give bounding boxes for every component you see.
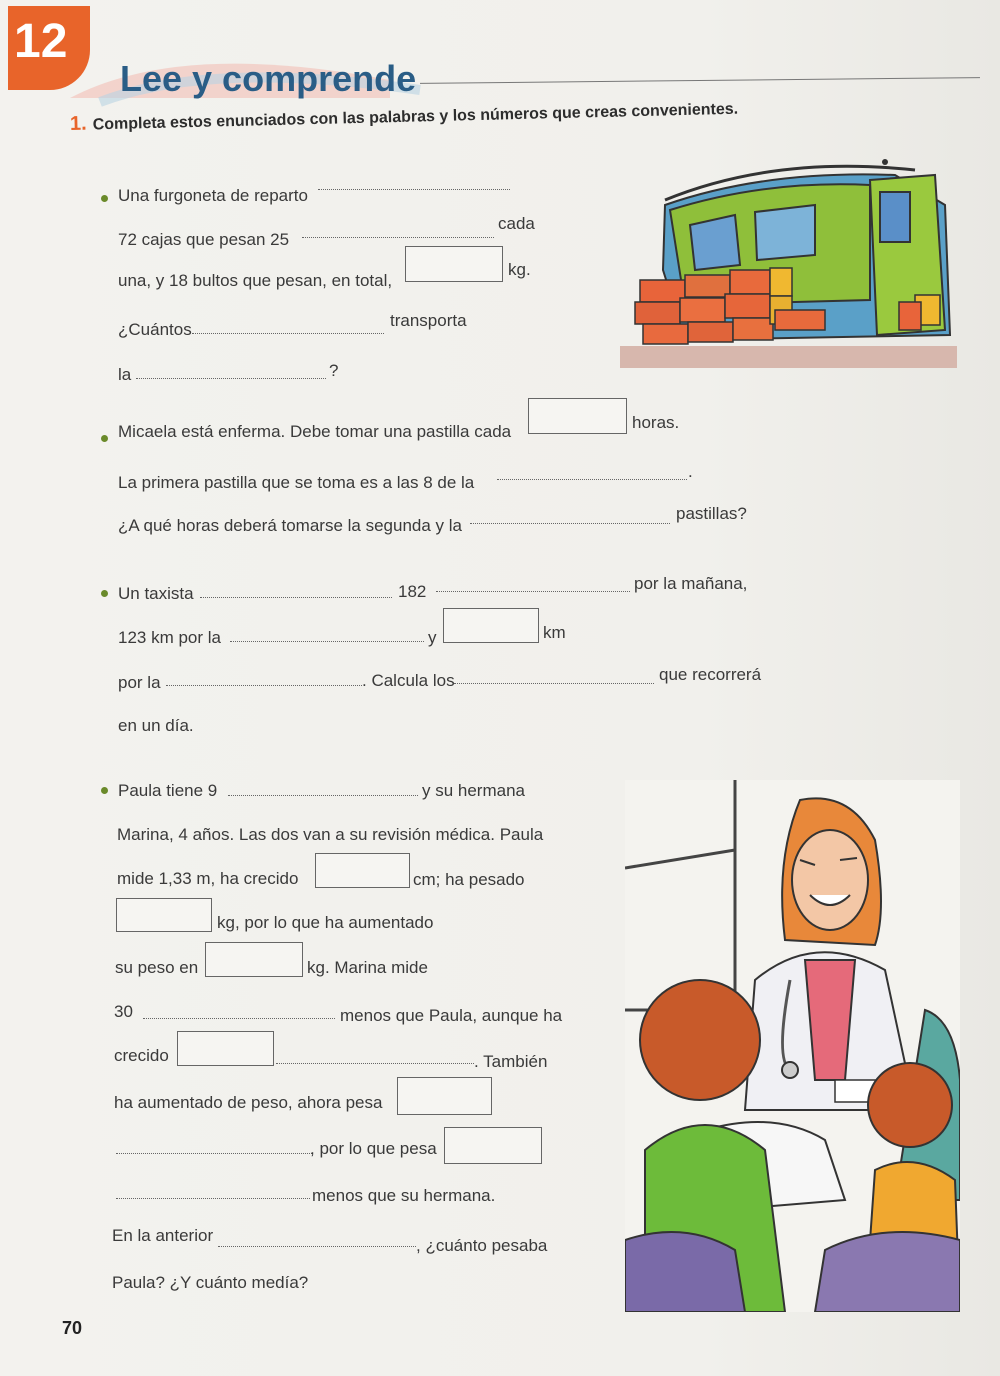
delivery-van-illustration	[615, 150, 960, 372]
problem3-line4: en un día.	[118, 716, 194, 735]
answer-box[interactable]	[315, 853, 410, 888]
answer-box[interactable]	[405, 246, 503, 282]
problem4-line12: Paula? ¿Y cuánto medía?	[112, 1273, 309, 1292]
problem2-line3a: ¿A qué horas deberá tomarse la segunda y la	[118, 516, 462, 535]
problem3-line3c: que recorrerá	[659, 665, 762, 684]
answer-blank[interactable]	[318, 188, 510, 190]
problem4-line3b: cm; ha pesado	[413, 870, 525, 889]
problem3-line3b: . Calcula los	[362, 671, 455, 690]
problem4-line10: menos que su hermana.	[312, 1186, 496, 1205]
problem2-line2a: La primera pastilla que se toma es a las 8 de la	[118, 473, 475, 492]
problem4-line7a: crecido	[114, 1046, 169, 1065]
problem3-line1a: Un taxista	[118, 584, 194, 603]
answer-blank[interactable]	[116, 1152, 312, 1154]
bullet	[101, 787, 108, 794]
problem1-line5b: ?	[329, 361, 339, 380]
problem4-line7b: . También	[474, 1052, 548, 1071]
answer-box[interactable]	[397, 1077, 492, 1115]
problem2-line2b: .	[688, 462, 693, 481]
section-title: Lee y comprende	[120, 58, 417, 99]
doctor-visit-illustration	[625, 780, 960, 1312]
problem4-line2: Marina, 4 años. Las dos van a su revisión médica. Paula	[117, 825, 544, 844]
answer-box[interactable]	[443, 608, 539, 643]
instruction-text: Completa estos enunciados con las palabras y los números que creas convenientes.	[92, 100, 739, 134]
bullet	[101, 435, 108, 442]
answer-blank[interactable]	[470, 522, 670, 524]
problem3-line3a: por la	[118, 673, 161, 692]
answer-blank[interactable]	[166, 684, 362, 686]
problem4-line1b: y su hermana	[422, 781, 525, 800]
problem4-line3a: mide 1,33 m, ha crecido	[117, 869, 299, 888]
answer-box[interactable]	[444, 1127, 542, 1164]
problem3-line1c: por la mañana,	[634, 574, 748, 593]
answer-blank[interactable]	[136, 377, 326, 379]
problem3-line2b: y	[428, 628, 437, 647]
problem3-line2c: km	[543, 623, 566, 642]
exercise-number: 1.	[69, 112, 87, 135]
problem4-line11a: En la anterior	[112, 1226, 214, 1245]
problem4-line11b: , ¿cuánto pesaba	[416, 1236, 548, 1255]
answer-blank[interactable]	[454, 682, 654, 684]
answer-box[interactable]	[177, 1031, 274, 1066]
answer-blank[interactable]	[192, 332, 384, 334]
problem1-line3b: kg.	[508, 260, 531, 279]
answer-box[interactable]	[528, 398, 627, 434]
problem3-line1b: 182	[398, 582, 427, 601]
answer-blank[interactable]	[497, 478, 687, 480]
problem4-line9: , por lo que pesa	[310, 1139, 437, 1158]
answer-box[interactable]	[116, 898, 212, 932]
answer-blank[interactable]	[436, 590, 630, 592]
problem4-line1a: Paula tiene 9	[118, 781, 218, 800]
problem1-line4b: transporta	[390, 311, 467, 330]
problem1-line4a: ¿Cuántos	[118, 320, 192, 339]
answer-blank[interactable]	[230, 640, 424, 642]
bullet	[101, 195, 108, 202]
unit-number: 12	[14, 15, 68, 68]
problem1-line5a: la	[118, 365, 132, 384]
answer-blank[interactable]	[116, 1197, 310, 1199]
problem2-line1b: horas.	[632, 413, 680, 432]
answer-box[interactable]	[205, 942, 303, 977]
problem1-line2b: cada	[498, 214, 535, 233]
answer-blank[interactable]	[228, 794, 418, 796]
problem4-line4: kg, por lo que ha aumentado	[217, 913, 434, 932]
problem2-line1a: Micaela está enferma. Debe tomar una pastilla cada	[118, 422, 512, 441]
answer-blank[interactable]	[200, 596, 392, 598]
problem1-line2a: 72 cajas que pesan 25	[118, 230, 290, 249]
problem3-line2a: 123 km por la	[118, 628, 221, 647]
title-rule	[420, 77, 980, 84]
answer-blank[interactable]	[143, 1017, 335, 1019]
problem4-line8: ha aumentado de peso, ahora pesa	[114, 1093, 383, 1112]
page-number: 70	[62, 1318, 83, 1338]
problem2-line3b: pastillas?	[676, 504, 747, 523]
problem4-line5a: su peso en	[115, 958, 199, 977]
problem1-line3a: una, y 18 bultos que pesan, en total,	[118, 271, 393, 290]
answer-blank[interactable]	[276, 1062, 474, 1064]
answer-blank[interactable]	[218, 1245, 416, 1247]
problem1-line1: Una furgoneta de reparto	[118, 186, 308, 205]
problem4-line6b: menos que Paula, aunque ha	[340, 1006, 563, 1025]
problem4-line6a: 30	[114, 1002, 133, 1021]
answer-blank[interactable]	[302, 236, 494, 238]
problem4-line5b: kg. Marina mide	[307, 958, 428, 977]
bullet	[101, 590, 108, 597]
